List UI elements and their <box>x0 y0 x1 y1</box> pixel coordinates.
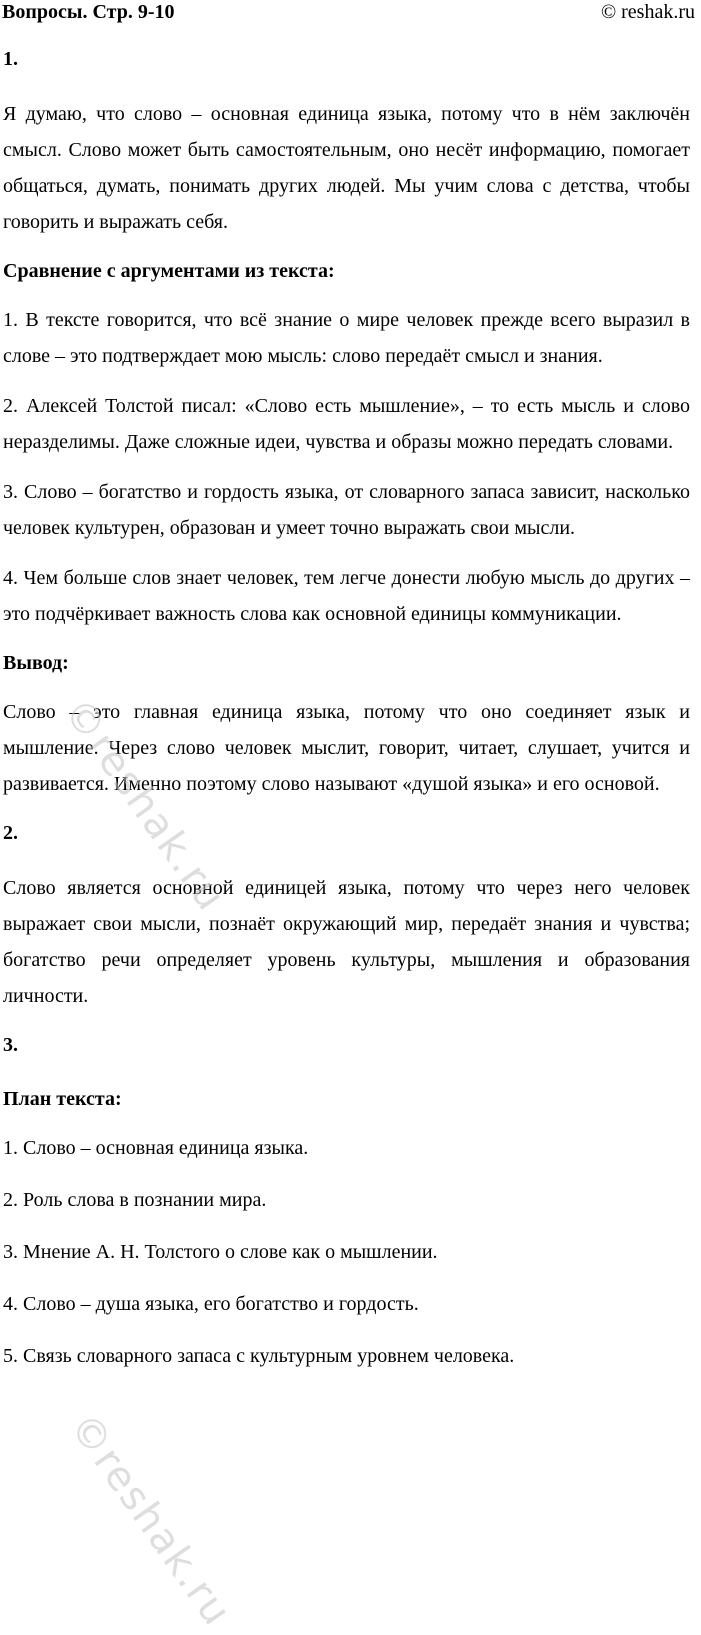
answer-content <box>3 42 690 1390</box>
source-credit: © reshak.ru <box>600 1 695 23</box>
argument-item: 4. Чем больше слов знает человек, тем легче донести любую мысль до других – это подчёркивает важность слова как основной единицы коммуникации. <box>3 567 690 625</box>
answer-paragraph: Слово является основной единицей языка, потому что через него человек выражает свои мысли, познаёт окружающий мир, передаёт знания и чувства; богатство речи определяет уровень культуры, мышления и образования личности. <box>3 877 690 1007</box>
answer-paragraph: Я думаю, что слово – основная единица языка, потому что в нём заключён смысл. Слово может быть самостоятельным, оно несёт информацию, помогает общаться, думать, понимать других людей. Мы учим слова с детства, чтобы говорить и выражать себя. <box>3 103 690 233</box>
conclusion-paragraph: Слово – это главная единица языка, потому что оно соединяет язык и мышление. Через слово человек мыслит, говорит, читает, слушает, учится и развивается. Именно поэтому слово называют «душой языка» и его основой. <box>3 701 690 795</box>
section-number: 2. <box>3 822 18 844</box>
plan-item: 5. Связь словарного запаса с культурным уровнем человека. <box>3 1345 515 1367</box>
section-3 <box>3 1028 690 1374</box>
subheading: Сравнение с аргументами из текста: <box>3 260 335 282</box>
watermark: ©reshak.ru <box>54 690 235 920</box>
plan-item: 2. Роль слова в познании мира. <box>3 1189 267 1211</box>
watermark: ©reshak.ru <box>60 1405 241 1635</box>
argument-item: 1. В тексте говорится, что всё знание о мире человек прежде всего выразил в слове – это подтверждает мою мысль: слово передаёт смысл и знания. <box>3 309 690 367</box>
plan-item: 4. Слово – душа языка, его богатство и гордость. <box>3 1293 419 1315</box>
argument-item: 2. Алексей Толстой писал: «Слово есть мышление», – то есть мысль и слово неразделимы. Даже сложные идеи, чувства и образы можно передать словами. <box>3 395 690 453</box>
subheading: План текста: <box>3 1088 122 1110</box>
plan-item: 3. Мнение А. Н. Толстого о слове как о мышлении. <box>3 1241 438 1263</box>
plan-item: 1. Слово – основная единица языка. <box>3 1137 309 1159</box>
section-number: 3. <box>3 1034 18 1056</box>
section-2 <box>3 816 690 1014</box>
subheading: Вывод: <box>3 652 69 674</box>
argument-item: 3. Слово – богатство и гордость языка, от словарного запаса зависит, насколько человек культурен, образован и умеет точно выражать свои мысли. <box>3 481 690 539</box>
page-header <box>2 0 695 28</box>
page-title: Вопросы. Стр. 9-10 <box>2 1 175 23</box>
section-number: 1. <box>3 48 18 70</box>
section-1 <box>3 42 690 802</box>
